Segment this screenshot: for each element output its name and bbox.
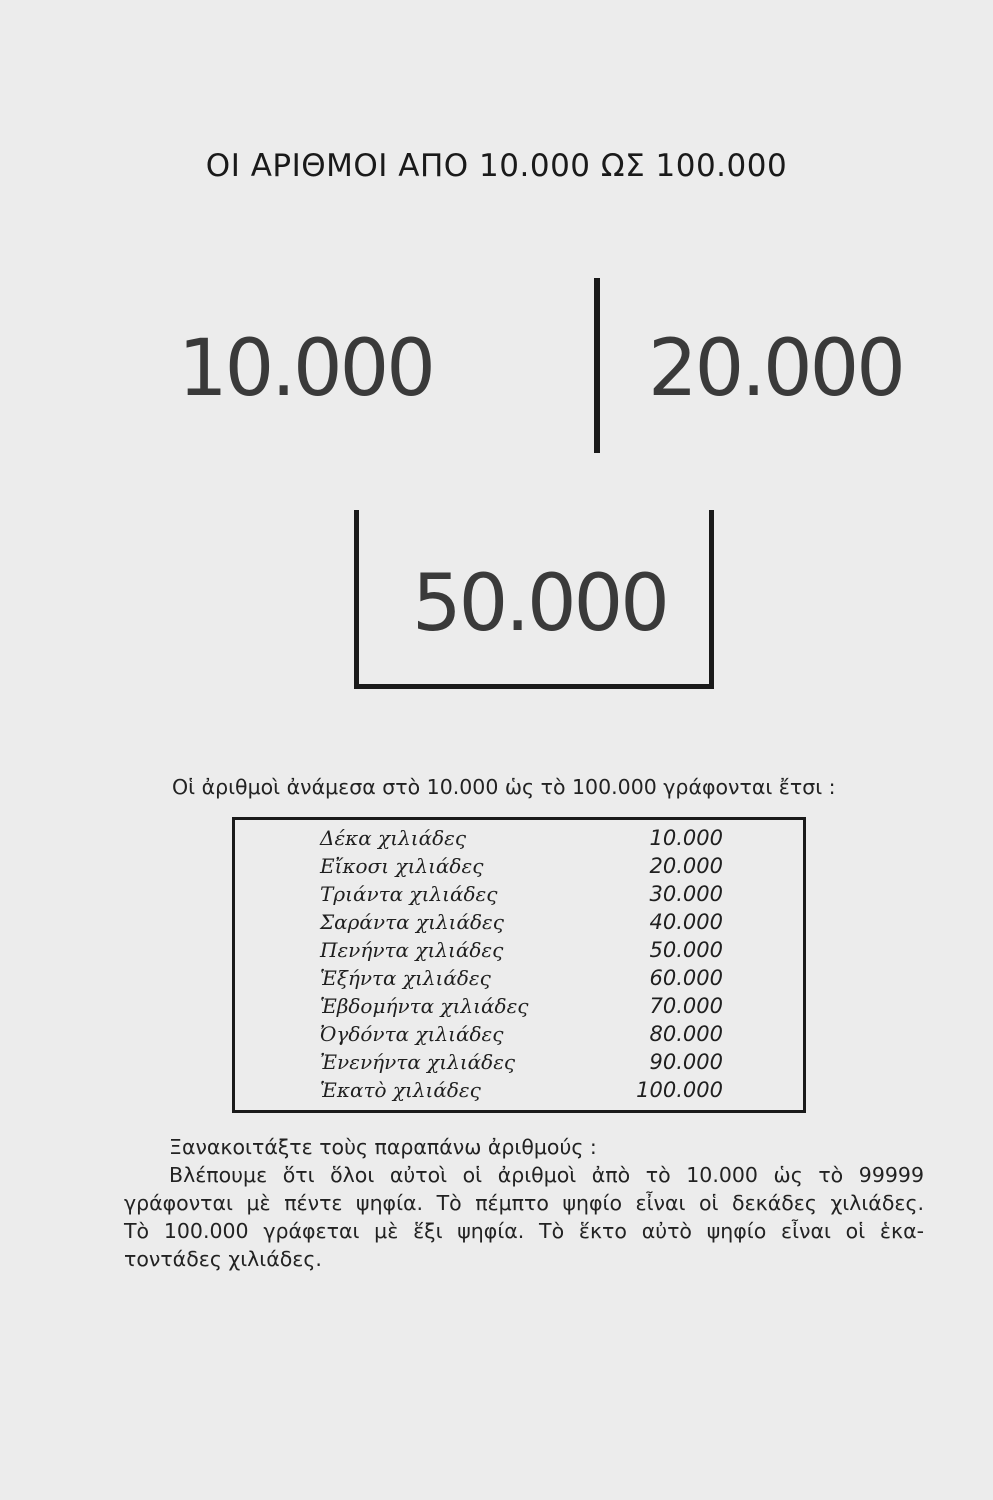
row-value: 80.000 — [649, 1022, 723, 1046]
row-value: 20.000 — [649, 854, 723, 878]
table-row — [235, 1050, 803, 1078]
intro-sentence: Οἱ ἀριθμοὶ ἀνάμεσα στὸ 10.000 ὡς τὸ 100.000 γράφονται ἔτσι : — [172, 775, 836, 799]
table-row — [235, 882, 803, 910]
body-line: Ξανακοιτάξτε τοὺς παραπάνω ἀριθμούς : — [169, 1135, 597, 1159]
numbers-table — [232, 817, 806, 1113]
row-word: Εἴκοσι χιλιάδες — [320, 854, 484, 878]
table-row — [235, 1078, 803, 1106]
page-title: ΟΙ ΑΡΙΘΜΟΙ ΑΠΟ 10.000 ΩΣ 100.000 — [205, 148, 788, 184]
body-line: Βλέπουμε ὅτι ὅλοι αὐτοὶ οἱ ἀριθμοὶ ἀπὸ τὸ 10.000 ὡς τὸ 99999 — [169, 1163, 924, 1187]
table-row — [235, 966, 803, 994]
row-word: Ὀγδόντα χιλιάδες — [320, 1022, 504, 1046]
row-value: 40.000 — [649, 910, 723, 934]
row-value: 90.000 — [649, 1050, 723, 1074]
row-value: 100.000 — [636, 1078, 723, 1102]
row-word: Πενήντα χιλιάδες — [320, 938, 504, 962]
row-value: 30.000 — [649, 882, 723, 906]
row-word: Ἐνενήντα χιλιάδες — [320, 1050, 516, 1074]
big-number-fifty-thousand: 50.000 — [412, 559, 667, 649]
row-value: 10.000 — [649, 826, 723, 850]
body-line: Τὸ 100.000 γράφεται μὲ ἕξι ψηφία. Τὸ ἕκτο αὐτὸ ψηφίο εἶναι οἱ ἑκα- — [124, 1219, 924, 1243]
body-line: γράφονται μὲ πέντε ψηφία. Τὸ πέμπτο ψηφίο εἶναι οἱ δεκάδες χιλιάδες. — [124, 1191, 924, 1215]
explanation-paragraph — [124, 1133, 924, 1273]
big-number-ten-thousand: 10.000 — [178, 324, 433, 414]
vertical-divider — [594, 278, 600, 453]
row-word: Ἑκατὸ χιλιάδες — [320, 1078, 481, 1102]
table-row — [235, 854, 803, 882]
row-value: 70.000 — [649, 994, 723, 1018]
table-row — [235, 826, 803, 854]
row-word: Ἑξήντα χιλιάδες — [320, 966, 491, 990]
table-row — [235, 994, 803, 1022]
row-word: Δέκα χιλιάδες — [320, 826, 467, 850]
table-row — [235, 910, 803, 938]
row-value: 50.000 — [649, 938, 723, 962]
big-number-twenty-thousand: 20.000 — [648, 324, 903, 414]
table-row — [235, 938, 803, 966]
row-value: 60.000 — [649, 966, 723, 990]
row-word: Σαράντα χιλιάδες — [320, 910, 504, 934]
row-word: Ἑβδομήντα χιλιάδες — [320, 994, 529, 1018]
body-line: τοντάδες χιλιάδες. — [124, 1247, 322, 1271]
table-row — [235, 1022, 803, 1050]
row-word: Τριάντα χιλιάδες — [320, 882, 498, 906]
